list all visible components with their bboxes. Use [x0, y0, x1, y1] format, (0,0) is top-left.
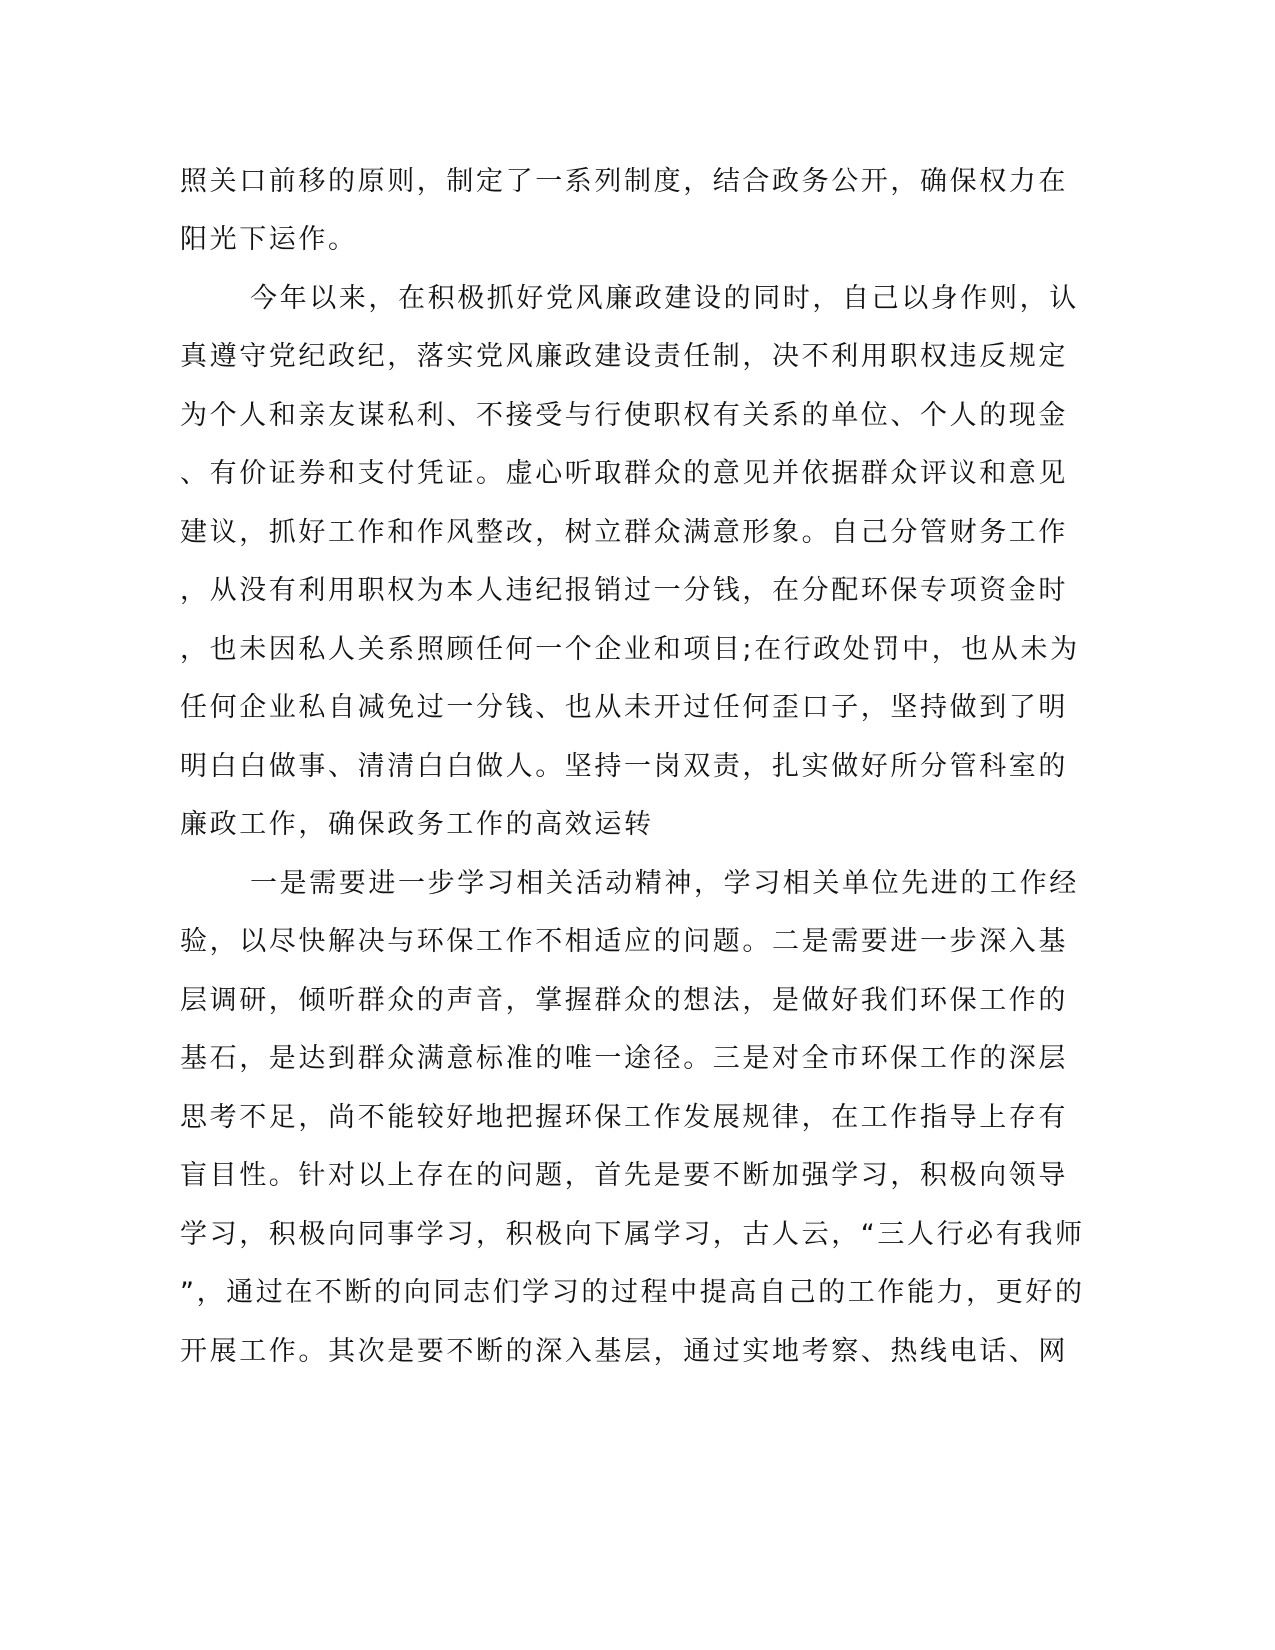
text-line: 廉政工作，确保政务工作的高效运转 [180, 809, 654, 840]
text-line: 基石，是达到群众满意标准的唯一途径。三是对全市环保工作的深层 [180, 1043, 1068, 1074]
text-line: 为个人和亲友谋私利、不接受与行使职权有关系的单位、个人的现金 [180, 400, 1068, 431]
text-line: 、有价证券和支付凭证。虚心听取群众的意见并依据群众评议和意见 [180, 458, 1068, 489]
text-line: ，从没有利用职权为本人违纪报销过一分钱，在分配环保专项资金时 [180, 575, 1068, 606]
text-line: 学习，积极向同事学习，积极向下属学习，古人云，“三人行必有我师 [180, 1219, 1085, 1250]
text-line: 明白白做事、清清白白做人。坚持一岗双责，扎实做好所分管科室的 [180, 751, 1068, 782]
text-line: 任何企业私自减免过一分钱、也从未开过任何歪口子，坚持做到了明 [180, 692, 1068, 723]
text-line: 开展工作。其次是要不断的深入基层，通过实地考察、热线电话、网 [180, 1336, 1068, 1367]
paragraph-start-line: 今年以来，在积极抓好党风廉政建设的同时，自己以身作则，认 [250, 283, 1079, 314]
text-line: 真遵守党纪政纪，落实党风廉政建设责任制，决不利用职权违反规定 [180, 341, 1068, 372]
text-line: ，也未因私人关系照顾任何一个企业和项目;在行政处罚中，也从未为 [180, 634, 1080, 665]
paragraph-start-line: 一是需要进一步学习相关活动精神，学习相关单位先进的工作经 [250, 868, 1079, 899]
text-line: 思考不足，尚不能较好地把握环保工作发展规律，在工作指导上存有 [180, 1102, 1068, 1133]
text-line: 层调研，倾听群众的声音，掌握群众的想法，是做好我们环保工作的 [180, 985, 1068, 1016]
text-line: 阳光下运作。 [180, 224, 358, 255]
text-line: 验，以尽快解决与环保工作不相适应的问题。二是需要进一步深入基 [180, 926, 1068, 957]
text-line: ”，通过在不断的向同志们学习的过程中提高自己的工作能力，更好的 [180, 1277, 1085, 1308]
text-line: 建议，抓好工作和作风整改，树立群众满意形象。自己分管财务工作 [180, 517, 1068, 548]
text-line: 照关口前移的原则，制定了一系列制度，结合政务公开，确保权力在 [180, 166, 1068, 197]
text-line: 盲目性。针对以上存在的问题，首先是要不断加强学习，积极向领导 [180, 1160, 1068, 1191]
